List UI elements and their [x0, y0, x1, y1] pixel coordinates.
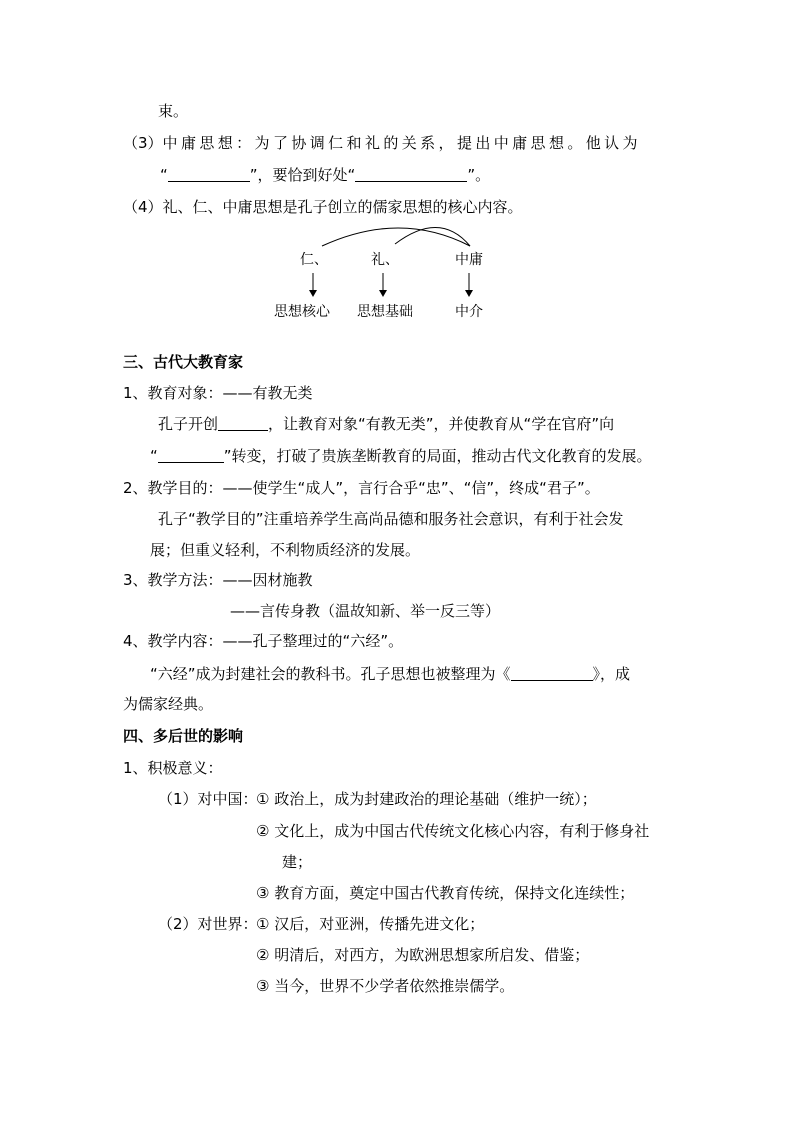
- s3-p3-line2: ——言传身教（温故知新、举一反三等）: [230, 602, 501, 620]
- node-zhongyong: 中庸: [455, 252, 483, 268]
- diagram-connectors: [0, 0, 794, 340]
- s3-p2-head: 2、教学目的：——使学生“成人”，言行合乎“忠”、“信”，终成“君子”。: [123, 479, 600, 497]
- quote-close: ”。: [467, 166, 491, 184]
- s4-china-item2-cont: 建；: [282, 853, 313, 871]
- arc-li-zhongyong: [395, 227, 470, 246]
- s3-p4-line2: 为儒家经典。: [123, 695, 214, 713]
- node-ren: 仁、: [300, 252, 328, 268]
- s3-p1-line2: [150, 446, 652, 466]
- s3-p1-l1-a: 孔子开创: [158, 415, 219, 433]
- item4-line: （4）礼、仁、中庸思想是孔子创立的儒家思想的核心内容。: [123, 198, 523, 216]
- s4-world-item3: ③ 当今，世界不少学者依然推崇儒学。: [256, 977, 515, 995]
- s3-p3-head: 3、教学方法：——因材施教: [123, 571, 313, 589]
- s4-sub1: 1、积极意义：: [123, 759, 223, 777]
- role-medium: 中介: [455, 304, 483, 320]
- line-end: 束。: [158, 102, 189, 120]
- s3-p1-l2-a: “: [150, 447, 158, 465]
- quote-mid: ”，要恰到好处“: [249, 166, 356, 184]
- blank-lunyu[interactable]: [511, 666, 593, 681]
- s3-p4-l1-b: 》，成: [592, 665, 631, 683]
- node-li: 礼、: [371, 252, 399, 268]
- s3-p2-line2: 展；但重义轻利，不利物质经济的发展。: [150, 541, 421, 559]
- s4-china-item1: ① 政治上，成为封建政治的理论基础（维护一统）；: [256, 790, 597, 808]
- s4-world-label: （2）对世界：: [158, 915, 258, 933]
- role-core: 思想核心: [274, 304, 330, 320]
- s3-p4-l1-a: “六经”成为封建社会的教科书。孔子思想也被整理为《: [150, 665, 511, 683]
- s4-world-item1: ① 汉后，对亚洲，传播先进文化；: [256, 915, 485, 933]
- s3-p1-l1-b: ，让教育对象“有教无类”，并使教育从“学在官府”向: [268, 415, 615, 433]
- s3-p2-line1: 孔子“教学目的”注重培养学生高尚品德和服务社会意识，有利于社会发: [158, 510, 624, 528]
- s3-p1-l2-b: ”转变，打破了贵族垄断教育的局面，推动古代文化教育的发展。: [223, 447, 652, 465]
- section3-heading: 三、古代大教育家: [123, 353, 244, 371]
- blank-xuezaiminjian[interactable]: [158, 448, 224, 463]
- arrow-head-ren: [309, 290, 317, 297]
- role-base: 思想基础: [357, 304, 413, 320]
- s4-china-item3: ③ 教育方面，奠定中国古代教育传统，保持文化连续性；: [256, 884, 635, 902]
- s3-p4-head: 4、教学内容：——孔子整理过的“六经”。: [123, 632, 404, 650]
- item3-text: 中庸思想：为了协调仁和礼的关系，提出中庸思想。他认为: [162, 134, 641, 152]
- s4-china-item2: ② 文化上，成为中国古代传统文化核心内容，有利于修身社: [256, 822, 650, 840]
- item3-label: （3）: [123, 134, 163, 152]
- s3-p4-line1: [150, 664, 630, 684]
- blank-sixue[interactable]: [218, 416, 268, 431]
- quote-open: “: [160, 166, 168, 184]
- s4-world-item2: ② 明清后，对西方，为欧洲思想家所启发、借鉴；: [256, 946, 590, 964]
- s4-china-label: （1）对中国：: [158, 790, 258, 808]
- s3-p1-line1: [158, 414, 614, 434]
- arrow-head-li: [379, 290, 387, 297]
- s3-p1-head: 1、教育对象：——有教无类: [123, 384, 313, 402]
- section4-heading: 四、多后世的影响: [123, 727, 244, 745]
- arrow-head-zhongyong: [465, 290, 473, 297]
